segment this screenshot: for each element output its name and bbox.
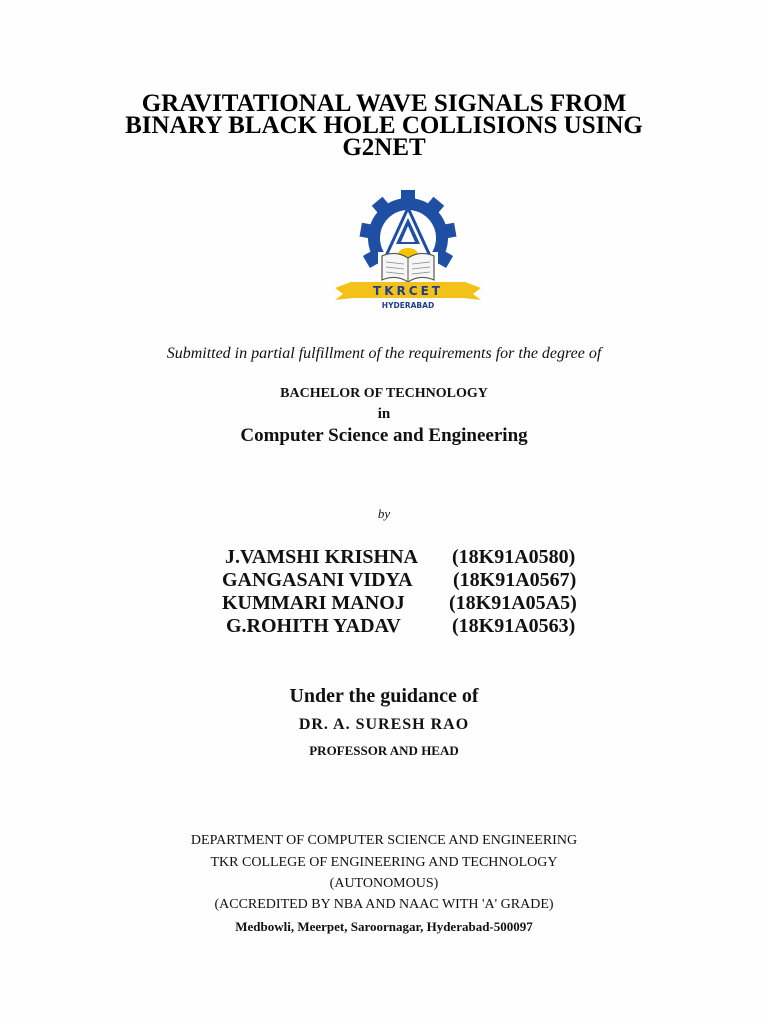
- autonomous-status: (AUTONOMOUS): [329, 876, 439, 891]
- accreditation-text: (ACCREDITED BY NBA AND NAAC WITH 'A' GRADE): [214, 897, 554, 912]
- guide-name: DR. A. SURESH RAO: [298, 716, 470, 733]
- student-list: [0, 546, 768, 638]
- student-roll-number: (18K91A0563): [452, 615, 576, 637]
- student-name: J.VAMSHI KRISHNA: [225, 546, 418, 568]
- guide-title: PROFESSOR AND HEAD: [309, 743, 459, 758]
- logo-sub-text: HYDERABAD: [381, 301, 435, 310]
- student-row: [0, 592, 768, 615]
- college-name: TKR COLLEGE OF ENGINEERING AND TECHNOLOGY: [210, 855, 558, 870]
- student-roll-number: (18K91A0567): [453, 569, 577, 591]
- title-line-2: BINARY BLACK HOLE COLLISIONS USING: [125, 112, 643, 139]
- in-connector: in: [377, 406, 391, 422]
- college-logo-icon: [333, 188, 483, 310]
- student-name: GANGASANI VIDYA: [222, 569, 413, 591]
- by-label: by: [377, 506, 391, 521]
- student-name: G.ROHITH YADAV: [226, 615, 401, 637]
- branch-name: Computer Science and Engineering: [240, 425, 528, 446]
- student-row: [0, 546, 768, 569]
- college-address: Medbowli, Meerpet, Saroornagar, Hyderabad-500097: [235, 919, 533, 934]
- logo-banner-text: TKRCET: [373, 284, 443, 298]
- title-line-3: G2NET: [342, 134, 426, 161]
- student-name: KUMMARI MANOJ: [222, 592, 405, 614]
- guidance-heading: Under the guidance of: [289, 685, 479, 707]
- student-roll-number: (18K91A0580): [452, 546, 576, 568]
- student-roll-number: (18K91A05A5): [449, 592, 577, 614]
- degree-name: BACHELOR OF TECHNOLOGY: [280, 386, 488, 401]
- title-line-1: GRAVITATIONAL WAVE SIGNALS FROM: [141, 90, 627, 117]
- student-row: [0, 615, 768, 638]
- document-title: [0, 90, 768, 161]
- submitted-statement: Submitted in partial fulfillment of the requirements for the degree of: [166, 345, 602, 362]
- department-name: DEPARTMENT OF COMPUTER SCIENCE AND ENGINEERING: [190, 833, 578, 848]
- student-row: [0, 569, 768, 592]
